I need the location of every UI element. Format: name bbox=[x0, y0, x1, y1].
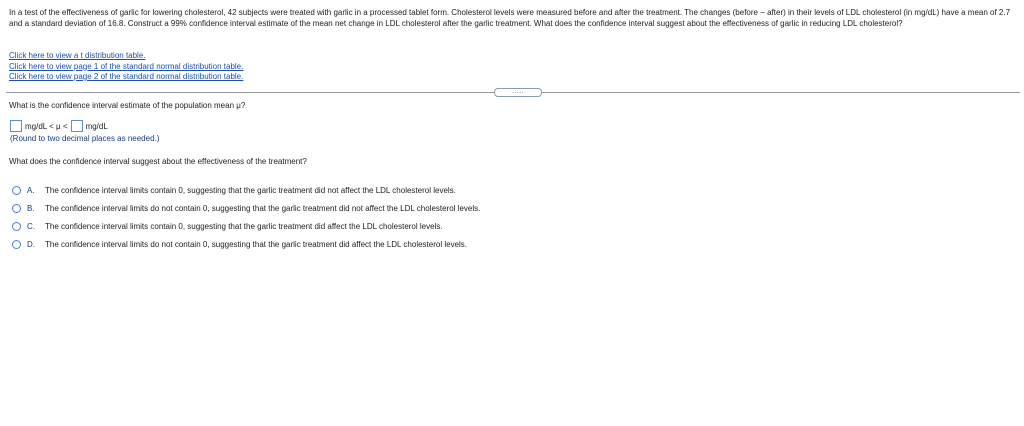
option-b-letter: B. bbox=[27, 203, 35, 213]
expand-more-button[interactable]: ..... bbox=[494, 88, 542, 97]
normal-table-page1-link[interactable]: Click here to view page 1 of the standard normal distribution table. bbox=[9, 61, 244, 71]
t-distribution-link[interactable]: Click here to view a t distribution table. bbox=[9, 51, 146, 60]
option-d[interactable] bbox=[12, 235, 480, 253]
normal-table-page2-link[interactable]: Click here to view page 2 of the standard normal distribution table. bbox=[9, 72, 244, 81]
interval-unit-label: mg/dL bbox=[85, 121, 108, 131]
option-d-letter: D. bbox=[27, 239, 35, 249]
option-a[interactable] bbox=[12, 181, 480, 199]
radio-a[interactable] bbox=[12, 186, 21, 195]
interval-middle-label: mg/dL < μ < bbox=[25, 121, 68, 131]
reference-links bbox=[9, 51, 243, 83]
option-c[interactable] bbox=[12, 217, 480, 235]
option-b[interactable] bbox=[12, 199, 480, 217]
answer-options bbox=[12, 181, 480, 253]
question-1-prompt: What is the confidence interval estimate of the population mean μ? bbox=[9, 101, 246, 110]
rounding-hint: (Round to two decimal places as needed.) bbox=[10, 134, 160, 143]
option-c-letter: C. bbox=[27, 221, 35, 231]
question-2-prompt: What does the confidence interval suggest about the effectiveness of the treatment? bbox=[9, 157, 307, 166]
option-c-text: The confidence interval limits contain 0, suggesting that the garlic treatment did affect the LDL cholesterol levels. bbox=[45, 221, 443, 231]
problem-statement: In a test of the effectiveness of garlic for lowering cholesterol, 42 subjects were treated with garlic in a processed tablet form. Cholesterol levels were measured before and after the treatment. The changes (before − after) in their levels of LDL cholesterol (in mg/dL) have a mean of 2.7 and a standard deviation of 16.8. Construct a 99% confidence interval estimate of the mean net change in LDL cholesterol after the garlic treatment. What does the confidence interval suggest about the effectiveness of garlic in reducing LDL cholesterol? bbox=[9, 8, 1011, 28]
option-b-text: The confidence interval limits do not contain 0, suggesting that the garlic treatment did not affect the LDL cholesterol levels. bbox=[45, 203, 481, 213]
confidence-interval-answer-row bbox=[10, 120, 111, 132]
radio-c[interactable] bbox=[12, 222, 21, 231]
option-a-text: The confidence interval limits contain 0, suggesting that the garlic treatment did not affect the LDL cholesterol levels. bbox=[45, 185, 456, 195]
option-d-text: The confidence interval limits do not contain 0, suggesting that the garlic treatment did affect the LDL cholesterol levels. bbox=[45, 239, 468, 249]
radio-d[interactable] bbox=[12, 240, 21, 249]
upper-bound-input[interactable] bbox=[71, 120, 83, 132]
lower-bound-input[interactable] bbox=[10, 120, 22, 132]
radio-b[interactable] bbox=[12, 204, 21, 213]
option-a-letter: A. bbox=[27, 185, 35, 195]
